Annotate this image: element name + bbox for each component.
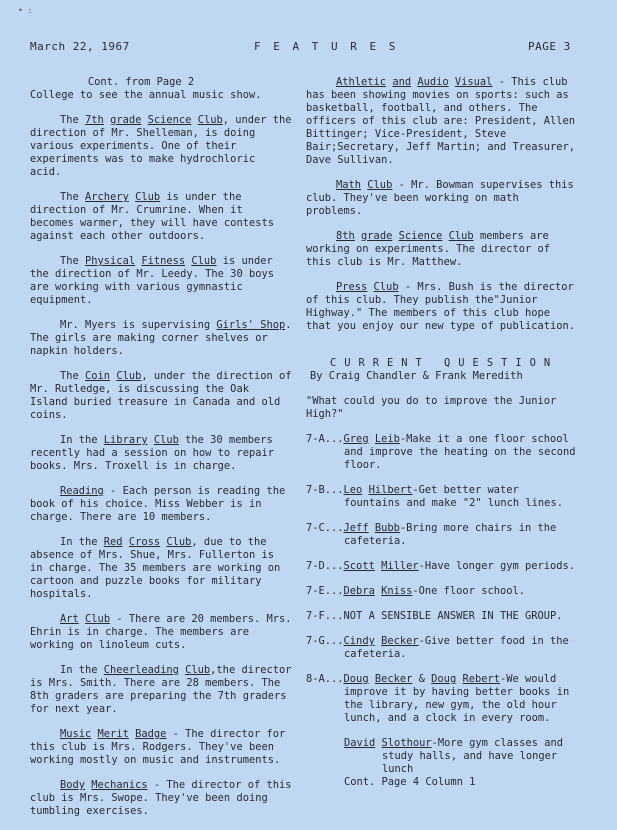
article-science7: The 7th grade Science Club, under the direction of Mr. Shelleman, is doing various experiments. One of their experiments was to make hydrochloric acid. <box>30 114 292 178</box>
article-cheerleading: In the Cheerleading Club,the director is Mrs. Smith. There are 28 members. The 8th graders are preparing the 7th graders for next year. <box>30 664 292 715</box>
answer-item: 7-F...NOT A SENSIBLE ANSWER IN THE GROUP. <box>306 610 563 622</box>
right-column <box>306 76 578 789</box>
article-reading: Reading - Each person is reading the book of his choice. Miss Webber is in charge. There are 10 members. <box>30 485 286 523</box>
music-show-text: College to see the annual music show. <box>30 89 262 101</box>
answer-item: David Slothour-More gym classes and study halls, and have longer lunch <box>344 737 563 775</box>
current-question-byline: By Craig Chandler & Frank Meredith <box>310 370 523 382</box>
article-archery: The Archery Club is under the direction of Mr. Crumrine. When it becomes warmer, they will have contests against each other outdoors. <box>30 191 274 242</box>
article-science8: 8th grade Science Club members are working on experiments. The director of this club is Mr. Matthew. <box>306 230 550 268</box>
answer-item: 8-A...Doug Becker & Doug Rebert-We would improve it by having better books in the library, new gym, the old hour lunch, and a clock in every room. <box>306 673 570 724</box>
continued-from: Cont. from Page 2 <box>87 76 195 88</box>
article-fitness: The Physical Fitness Club is under the direction of Mr. Leedy. The 30 boys are working with various gymnastic equipment. <box>30 255 274 306</box>
continued-to: Cont. Page 4 Column 1 <box>344 776 476 788</box>
article-art: Art Club - There are 20 members. Mrs. Ehrin is in charge. The members are working on linoleum cuts. <box>30 613 292 651</box>
article-coin: The Coin Club, under the direction of Mr. Rutledge, is discussing the Oak Island buried treasure in Canada and old coins. <box>30 370 292 421</box>
answer-item: 7-D...Scott Miller-Have longer gym periods. <box>306 560 576 572</box>
answer-item: 7-C...Jeff Bubb-Bring more chairs in the cafeteria. <box>306 522 557 547</box>
left-column <box>30 76 292 830</box>
article-library: In the Library Club the 30 members recently had a session on how to repair books. Mrs. Troxell is in charge. <box>30 434 274 472</box>
article-girls-shop: Mr. Myers is supervising Girls' Shop. The girls are making corner shelves or napkin holders. <box>30 319 292 357</box>
page-number: PAGE 3 <box>528 40 571 53</box>
answer-item: 7-A...Greg Leib-Make it a one floor school and improve the heating on the second floor. <box>306 433 576 471</box>
current-question-title: CURRENT QUESTION <box>330 357 559 369</box>
current-question-text: "What could you do to improve the Junior High?" <box>306 395 557 420</box>
page-mark: • : <box>18 6 33 15</box>
article-body-mechanics: Body Mechanics - The director of this club is Mrs. Swope. They've been doing tumbling exercises. <box>30 779 292 817</box>
answer-item: 7-G...Cindy Becker-Give better food in the cafeteria. <box>306 635 569 660</box>
article-math: Math Club - Mr. Bowman supervises this club. They've been working on math problems. <box>306 179 574 217</box>
answer-item: 7-E...Debra Kniss-One floor school. <box>306 585 525 597</box>
article-red-cross: In the Red Cross Club, due to the absence of Mrs. Shue, Mrs. Fullerton is in charge. The 35 members are working on cartoon and puzzle books for military hospitals. <box>30 536 281 600</box>
article-music-merit: Music Merit Badge - The director for this club is Mrs. Rodgers. They've been working mostly on music and instruments. <box>30 728 286 766</box>
article-press: Press Club - Mrs. Bush is the director of this club. They publish the"Junior Highway." The members of this club hope that you enjoy our new type of publication. <box>306 281 575 332</box>
answer-item: 7-B...Leo Hilbert-Get better water fountains and make "2" lunch lines. <box>306 484 563 509</box>
issue-date: March 22, 1967 <box>30 40 130 53</box>
section-title: F E A T U R E S <box>254 40 399 53</box>
article-athletic: Athletic and Audio Visual - This club has been showing movies on sports: such as basketball, football, and others. The officers of this club are: President, Allen Bittinger; Vice-President, Steve Bair;Secretary, Jeff Martin; and Treasurer, Dave Sullivan. <box>306 76 575 166</box>
